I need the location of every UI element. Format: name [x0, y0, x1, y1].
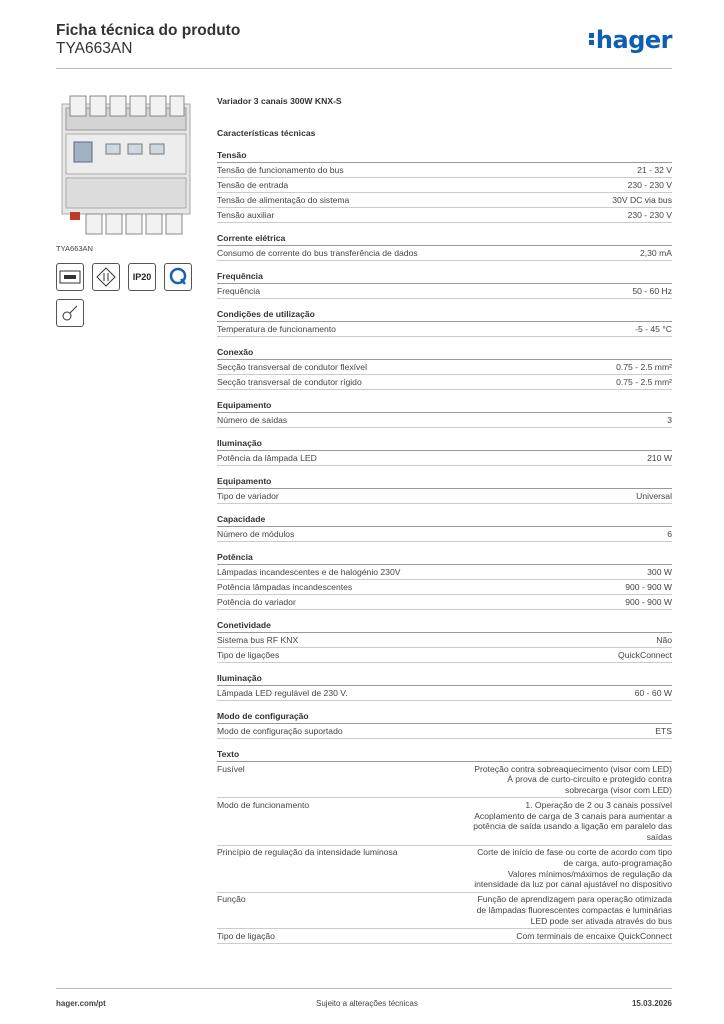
spec-sections	[217, 150, 672, 944]
spec-key: Tipo de variador	[217, 490, 279, 501]
logo-dots-icon	[589, 31, 595, 47]
spec-value: Universal	[636, 490, 672, 501]
page-header	[56, 20, 672, 70]
spec-key: Tensão auxiliar	[217, 209, 275, 220]
spec-section	[217, 309, 672, 337]
spec-value: QuickConnect	[618, 649, 672, 660]
spec-key: Número de saídas	[217, 414, 288, 425]
spec-key: Tensão de entrada	[217, 179, 289, 190]
spec-row	[217, 580, 672, 595]
ip-rating-icon: IP20	[128, 263, 156, 291]
spec-section	[217, 233, 672, 261]
spec-section-title: Condições de utilização	[217, 309, 672, 322]
spec-section-title: Potência	[217, 552, 672, 565]
spec-key: Secção transversal de condutor rígido	[217, 376, 362, 387]
spec-section-title: Equipamento	[217, 400, 672, 413]
spec-section	[217, 711, 672, 739]
spec-section-title: Capacidade	[217, 514, 672, 527]
spec-section	[217, 347, 672, 390]
product-image-caption: TYA663AN	[56, 244, 93, 253]
spec-key: Número de módulos	[217, 528, 295, 539]
spec-key: Potência da lâmpada LED	[217, 452, 317, 463]
spec-section	[217, 438, 672, 466]
spec-section	[217, 620, 672, 663]
spec-value: 2,30 mA	[639, 247, 672, 258]
spec-value: 60 - 60 W	[634, 687, 672, 698]
page-footer	[56, 988, 672, 1012]
spec-value: ETS	[655, 725, 672, 736]
spec-row	[217, 163, 672, 178]
spec-key: Fusível	[217, 763, 245, 774]
spec-value: 1. Operação de 2 ou 3 canais possível Acoplamento de carga de 3 canais para aumentar a potência de saída usando a ligação em paralelo das saídas	[473, 799, 672, 843]
certification-icons	[56, 263, 206, 327]
spec-key: Potência lâmpadas incandescentes	[217, 581, 353, 592]
spec-value: 900 - 900 W	[625, 581, 672, 592]
spec-row	[217, 724, 672, 739]
spec-row	[217, 648, 672, 663]
spec-value: 300 W	[647, 566, 672, 577]
spec-row	[217, 208, 672, 223]
spec-row	[217, 527, 672, 542]
spec-key: Temperatura de funcionamento	[217, 323, 336, 334]
spec-row	[217, 413, 672, 428]
spec-section	[217, 476, 672, 504]
spec-row	[217, 893, 672, 929]
spec-section	[217, 150, 672, 223]
tech-title: Características técnicas	[217, 128, 316, 138]
header-divider	[56, 68, 672, 69]
spec-key: Potência do variador	[217, 596, 296, 607]
spec-value: Proteção contra sobreaquecimento (visor com LED) À prova de curto-circuito e protegido contra sobrecarga (visor com LED)	[474, 763, 672, 796]
spec-row	[217, 375, 672, 390]
spec-row	[217, 246, 672, 261]
spec-key: Consumo de corrente do bus transferência de dados	[217, 247, 418, 258]
spec-row	[217, 762, 672, 798]
spec-value: 900 - 900 W	[625, 596, 672, 607]
spec-section	[217, 514, 672, 542]
spec-key: Tensão de funcionamento do bus	[217, 164, 344, 175]
spec-value: -5 - 45 °C	[635, 323, 672, 334]
spec-row	[217, 284, 672, 299]
spec-row	[217, 322, 672, 337]
spec-section	[217, 552, 672, 610]
spec-section-title: Modo de configuração	[217, 711, 672, 724]
spec-key: Sistema bus RF KNX	[217, 634, 299, 645]
spec-value: 0.75 - 2.5 mm²	[616, 376, 672, 387]
din-rail-icon	[56, 263, 84, 291]
spec-section-title: Frequência	[217, 271, 672, 284]
spec-row	[217, 489, 672, 504]
spec-row	[217, 798, 672, 845]
spec-row	[217, 846, 672, 893]
spec-value: 21 - 32 V	[637, 164, 672, 175]
spec-value: 0.75 - 2.5 mm²	[616, 361, 672, 372]
spec-value: Não	[656, 634, 672, 645]
spec-value: 230 - 230 V	[627, 179, 672, 190]
spec-value: 30V DC via bus	[612, 194, 672, 205]
hager-logo[interactable]	[589, 26, 672, 54]
spec-row	[217, 178, 672, 193]
product-name: Variador 3 canais 300W KNX-S	[217, 96, 342, 106]
spec-row	[217, 686, 672, 701]
spec-row	[217, 929, 672, 944]
spec-key: Secção transversal de condutor flexível	[217, 361, 367, 372]
quickconnect-icon	[164, 263, 192, 291]
footer-disclaimer: Sujeito a alterações técnicas	[316, 999, 418, 1008]
spec-section-title: Iluminação	[217, 438, 672, 451]
spec-key: Lâmpadas incandescentes e de halogénio 230V	[217, 566, 401, 577]
spec-section	[217, 271, 672, 299]
spec-section-title: Texto	[217, 749, 672, 762]
spec-key: Modo de configuração suportado	[217, 725, 343, 736]
spec-key: Tensão de alimentação do sistema	[217, 194, 350, 205]
product-reference: TYA663AN	[56, 40, 133, 57]
installation-icon	[92, 263, 120, 291]
spec-section-title: Iluminação	[217, 673, 672, 686]
spec-key: Função	[217, 894, 246, 905]
footer-website-link[interactable]: hager.com/pt	[56, 999, 106, 1008]
spec-section-title: Conetividade	[217, 620, 672, 633]
specifications	[217, 96, 672, 954]
spec-key: Tipo de ligação	[217, 930, 275, 941]
spec-key: Frequência	[217, 285, 260, 296]
spec-value: Função de aprendizagem para operação otimizada de lâmpadas fluorescentes compactas e luminárias LED pode ser ativada através do bus	[476, 894, 672, 926]
spec-value: 3	[667, 414, 672, 425]
spec-row	[217, 360, 672, 375]
product-sidebar	[56, 92, 196, 327]
spec-key: Modo de funcionamento	[217, 799, 310, 810]
spec-section	[217, 749, 672, 944]
spec-key: Princípio de regulação da intensidade luminosa	[217, 847, 398, 858]
spec-row	[217, 193, 672, 208]
spec-section-title: Corrente elétrica	[217, 233, 672, 246]
spec-row	[217, 633, 672, 648]
spec-value: 6	[667, 528, 672, 539]
spec-value: Corte de início de fase ou corte de acordo com tipo de carga, auto-programação Valores mínimos/máximos de regulação da intensidade da luz por canal ajustável no dispositivo	[474, 847, 672, 890]
screwdriver-icon	[56, 299, 84, 327]
product-image	[56, 92, 196, 242]
spec-section-title: Conexão	[217, 347, 672, 360]
spec-section	[217, 673, 672, 701]
spec-value: 50 - 60 Hz	[632, 285, 672, 296]
spec-row	[217, 595, 672, 610]
spec-key: Lâmpada LED regulável de 230 V.	[217, 687, 348, 698]
footer-date: 15.03.2026	[631, 999, 672, 1008]
spec-section-title: Tensão	[217, 150, 672, 163]
logo-text: hager	[595, 26, 672, 54]
page-title: Ficha técnica do produto	[56, 22, 241, 39]
spec-row	[217, 565, 672, 580]
spec-value: 210 W	[647, 452, 672, 463]
spec-value: 230 - 230 V	[627, 209, 672, 220]
spec-section	[217, 400, 672, 428]
spec-value: Com terminais de encaixe QuickConnect	[516, 930, 672, 941]
spec-section-title: Equipamento	[217, 476, 672, 489]
spec-key: Tipo de ligações	[217, 649, 280, 660]
spec-row	[217, 451, 672, 466]
